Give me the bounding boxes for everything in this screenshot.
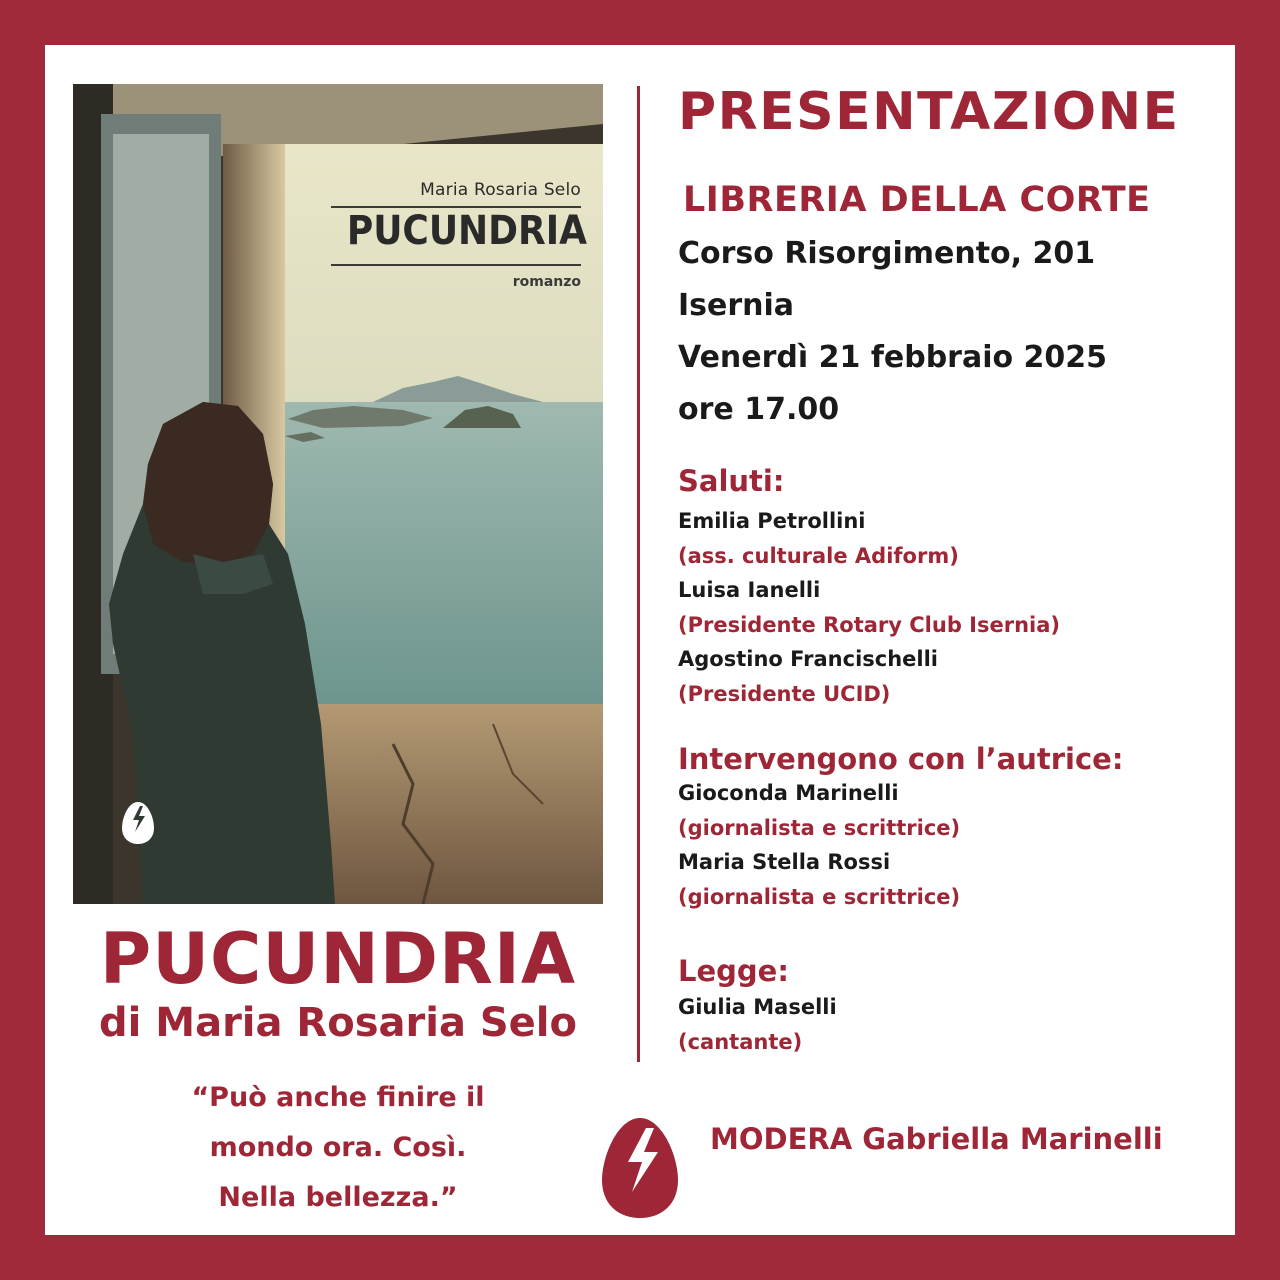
event-heading: PRESENTAZIONE (678, 82, 1180, 142)
book-cover (73, 84, 603, 904)
book-quote (128, 1073, 548, 1223)
saluti-heading: Saluti: (678, 464, 785, 498)
speaker-role: (Presidente Rotary Club Isernia) (678, 612, 1060, 637)
speaker-name: Maria Stella Rossi (678, 850, 891, 874)
moderator: MODERA Gabriella Marinelli (710, 1122, 1163, 1156)
event-address: Corso Risorgimento, 201 (678, 236, 1096, 271)
speaker-name: Agostino Francischelli (678, 647, 938, 671)
intervengono-heading: Intervengono con l’autrice: (678, 742, 1124, 776)
egg-lightning-icon (600, 1114, 680, 1226)
cover-subtitle: romanzo (512, 274, 581, 290)
quote-line: “Può anche finire il (191, 1082, 485, 1113)
event-venue: LIBRERIA DELLA CORTE (683, 180, 1151, 220)
cover-title: PUCUNDRIA (346, 208, 587, 254)
cover-author: Maria Rosaria Selo (420, 180, 581, 200)
speaker-name: Emilia Petrollini (678, 509, 866, 533)
speaker-role: (cantante) (678, 1029, 803, 1054)
legge-heading: Legge: (678, 954, 789, 988)
event-details (678, 228, 1107, 436)
speaker-role: (giornalista e scrittrice) (678, 815, 961, 840)
quote-line: Nella bellezza.” (218, 1182, 458, 1213)
event-date: Venerdì 21 febbraio 2025 (678, 340, 1108, 375)
speaker-role: (Presidente UCID) (678, 681, 891, 706)
speaker-name: Luisa Ianelli (678, 578, 821, 602)
event-time: ore 17.00 (678, 392, 840, 427)
book-title: PUCUNDRIA (99, 918, 577, 1000)
speaker-name: Giulia Maselli (678, 995, 837, 1019)
saluti-section (678, 464, 1060, 711)
quote-line: mondo ora. Così. (209, 1132, 467, 1163)
vertical-divider (637, 86, 640, 1062)
egg-lightning-icon (121, 800, 155, 846)
intervengono-section (678, 742, 1123, 914)
speaker-role: (giornalista e scrittrice) (678, 884, 961, 909)
speaker-role: (ass. culturale Adiform) (678, 543, 959, 568)
book-author: di Maria Rosaria Selo (99, 1000, 577, 1046)
speaker-name: Gioconda Marinelli (678, 781, 899, 805)
legge-section (678, 954, 837, 1059)
cover-rule-bottom (331, 264, 581, 266)
event-city: Isernia (678, 288, 795, 323)
